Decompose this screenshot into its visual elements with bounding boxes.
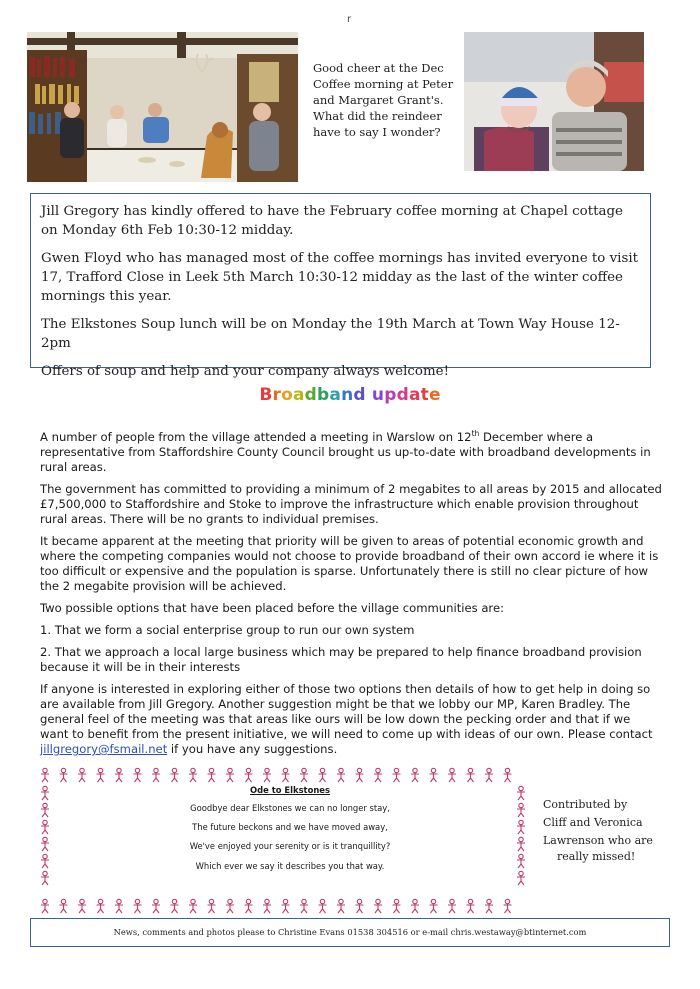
poem-line: The future beckons and we have moved away, (192, 822, 388, 833)
poem-line: Which ever we say it describes you that way. (195, 860, 385, 871)
figure-icon (517, 820, 525, 834)
figure-icon (517, 854, 525, 868)
figure-icon (467, 899, 475, 913)
caption-line: have to say I wonder? (313, 125, 441, 139)
figure-icon (41, 854, 49, 868)
caption-line: and Margaret Grant's. (313, 93, 444, 107)
title-letter: B (259, 385, 273, 405)
figure-icon (517, 786, 525, 800)
poem-title: Ode to Elkstones (250, 785, 330, 795)
title-letter: r (272, 385, 282, 405)
figure-icon (97, 768, 105, 782)
figure-icon (97, 899, 105, 913)
title-letter: d (304, 385, 318, 405)
figure-icon (411, 768, 419, 782)
caption-line: Good cheer at the Dec (313, 61, 444, 75)
figure-icon (41, 803, 49, 817)
contrib-line: Contributed by (543, 798, 628, 811)
article-paragraph: It became apparent at the meeting that priority will be given to areas of potential economic growth and where the competing companies would not choose to provide broadband of their own accord ie where it is too difficult or expensive and the population is sparse. Unfortunately there is still no clear picture of how the 2 megabite provision will be achieved. (40, 534, 659, 593)
figure-icon (356, 768, 364, 782)
email-link[interactable]: jillgregory@fsmail.net (40, 742, 168, 756)
notice-paragraph: Jill Gregory has kindly offered to have the February coffee morning at Chapel cottage on Monday 6th Feb 10:30-12 midday. (41, 204, 623, 238)
figure-icon (60, 768, 68, 782)
poem (95, 784, 485, 876)
figure-icon (171, 899, 179, 913)
coffee-morning-photo (27, 32, 298, 182)
title-letter: a (329, 385, 342, 405)
article-paragraph: The government has committed to providing a minimum of 2 megabites to all areas by 2015 and allocated £7,500,000 to Staffordshire and Stoke to improve the infrastructure which enable provision throughout rural areas. There will be no grants to individual premises. (40, 482, 662, 526)
figure-icon (448, 899, 456, 913)
figure-icon (337, 768, 345, 782)
figure-icon (411, 899, 419, 913)
caption-line: What did the reindeer (313, 109, 442, 123)
title-letter: o (281, 385, 293, 405)
figure-icon (171, 768, 179, 782)
figure-icon (152, 899, 160, 913)
figure-icon (189, 899, 197, 913)
figure-icon (208, 768, 216, 782)
figure-icon (430, 899, 438, 913)
figure-icon (134, 768, 142, 782)
poem-line: We've enjoyed your serenity or is it tranquillity? (189, 841, 391, 852)
figure-icon (517, 871, 525, 885)
notice-paragraph: Gwen Floyd who has managed most of the coffee mornings has invited everyone to visit 17, Trafford Close in Leek 5th March 10:30-12 midday as the last of the winter coffee mornings this year. (41, 251, 639, 304)
footer-contact: News, comments and photos please to Christine Evans 01538 304516 or e-mail chris.westaway@btinternet.com (30, 918, 670, 947)
option-item: 1. That we form a social enterprise group to run our own system (40, 623, 415, 637)
title-letter: n (341, 385, 354, 405)
figure-icon (282, 768, 290, 782)
title-letter: e (428, 385, 441, 405)
title-letter: d (396, 385, 409, 405)
title-letter: d (353, 385, 366, 405)
title-letter: a (292, 385, 305, 405)
figure-icon (337, 899, 345, 913)
figure-icon (78, 899, 86, 913)
figure-icon (504, 899, 512, 913)
couple-laughing-photo (464, 32, 644, 171)
figure-icon (282, 899, 290, 913)
contrib-line: Cliff and Veronica (543, 816, 643, 829)
figure-icon (504, 768, 512, 782)
figure-icon (430, 768, 438, 782)
article-paragraph: A number of people from the village attended a meeting in Warslow on 12th December where a representative from Staffordshire County Council brought us up-to-date with broadband developments in rural areas. (40, 429, 651, 474)
contrib-line: Lawrenson who are (543, 834, 653, 847)
figure-icon (41, 837, 49, 851)
figure-icon (152, 768, 160, 782)
figure-icon (226, 899, 234, 913)
figure-icon (263, 899, 271, 913)
caption-line: Coffee morning at Peter (313, 77, 454, 91)
figure-icon (115, 899, 123, 913)
figure-icon (517, 837, 525, 851)
figure-icon (374, 768, 382, 782)
stray-mark: r (347, 14, 352, 25)
notice-paragraph: Offers of soup and help and your company always welcome! (41, 364, 449, 379)
figure-icon (517, 803, 525, 817)
figure-icon (41, 820, 49, 834)
figure-icon (115, 768, 123, 782)
figure-icon (41, 768, 49, 782)
option-item: 2. That we approach a local large business which may be prepared to help finance broadband provision because it will be in their interests (40, 645, 642, 674)
figure-icon (448, 768, 456, 782)
figure-icon (319, 768, 327, 782)
title-letter: t (420, 385, 429, 405)
figure-icon (356, 899, 364, 913)
broadband-article (40, 430, 662, 764)
figure-icon (245, 768, 253, 782)
figure-icon (41, 871, 49, 885)
figure-icon (245, 899, 253, 913)
notice-paragraph: The Elkstones Soup lunch will be on Monday the 19th March at Town Way House 12-2pm (41, 317, 620, 351)
figure-icon (485, 899, 493, 913)
title-letter: p (384, 385, 397, 405)
figure-icon (208, 899, 216, 913)
figure-icon (189, 768, 197, 782)
figure-icon (393, 768, 401, 782)
figure-icon (319, 899, 327, 913)
figure-icon (485, 768, 493, 782)
title-letter: a (408, 385, 421, 405)
photo-caption (313, 60, 458, 140)
coffee-morning-notice (30, 193, 651, 379)
title-letter: b (317, 385, 330, 405)
figure-icon (374, 899, 382, 913)
article-paragraph: Two possible options that have been placed before the village communities are: (40, 601, 504, 615)
contributed-by (543, 797, 663, 865)
poem-line: Goodbye dear Elkstones we can no longer stay, (190, 803, 390, 813)
title-letter: u (371, 385, 385, 405)
figure-icon (300, 768, 308, 782)
article-paragraph: If anyone is interested in exploring either of those two options then details of how to get help in doing so are available from Jill Gregory. Another suggestion might be that we lobby our MP, Karen Bradley. The general feel of the meeting was that areas like ours will be low down the pecking order and that if we want to benefit from the present initiative, we will need to come up with ideas of our own. Please contact jillgregory@fsmail.net if you have any suggestions. (40, 682, 653, 756)
broadband-title (0, 385, 700, 405)
figure-icon (467, 768, 475, 782)
figure-icon (134, 899, 142, 913)
figure-icon (226, 768, 234, 782)
figure-icon (300, 899, 308, 913)
figure-icon (263, 768, 271, 782)
figure-icon (41, 899, 49, 913)
figure-icon (60, 899, 68, 913)
figure-icon (41, 786, 49, 800)
figure-icon (78, 768, 86, 782)
contrib-line: really missed! (557, 850, 636, 863)
figure-icon (393, 899, 401, 913)
